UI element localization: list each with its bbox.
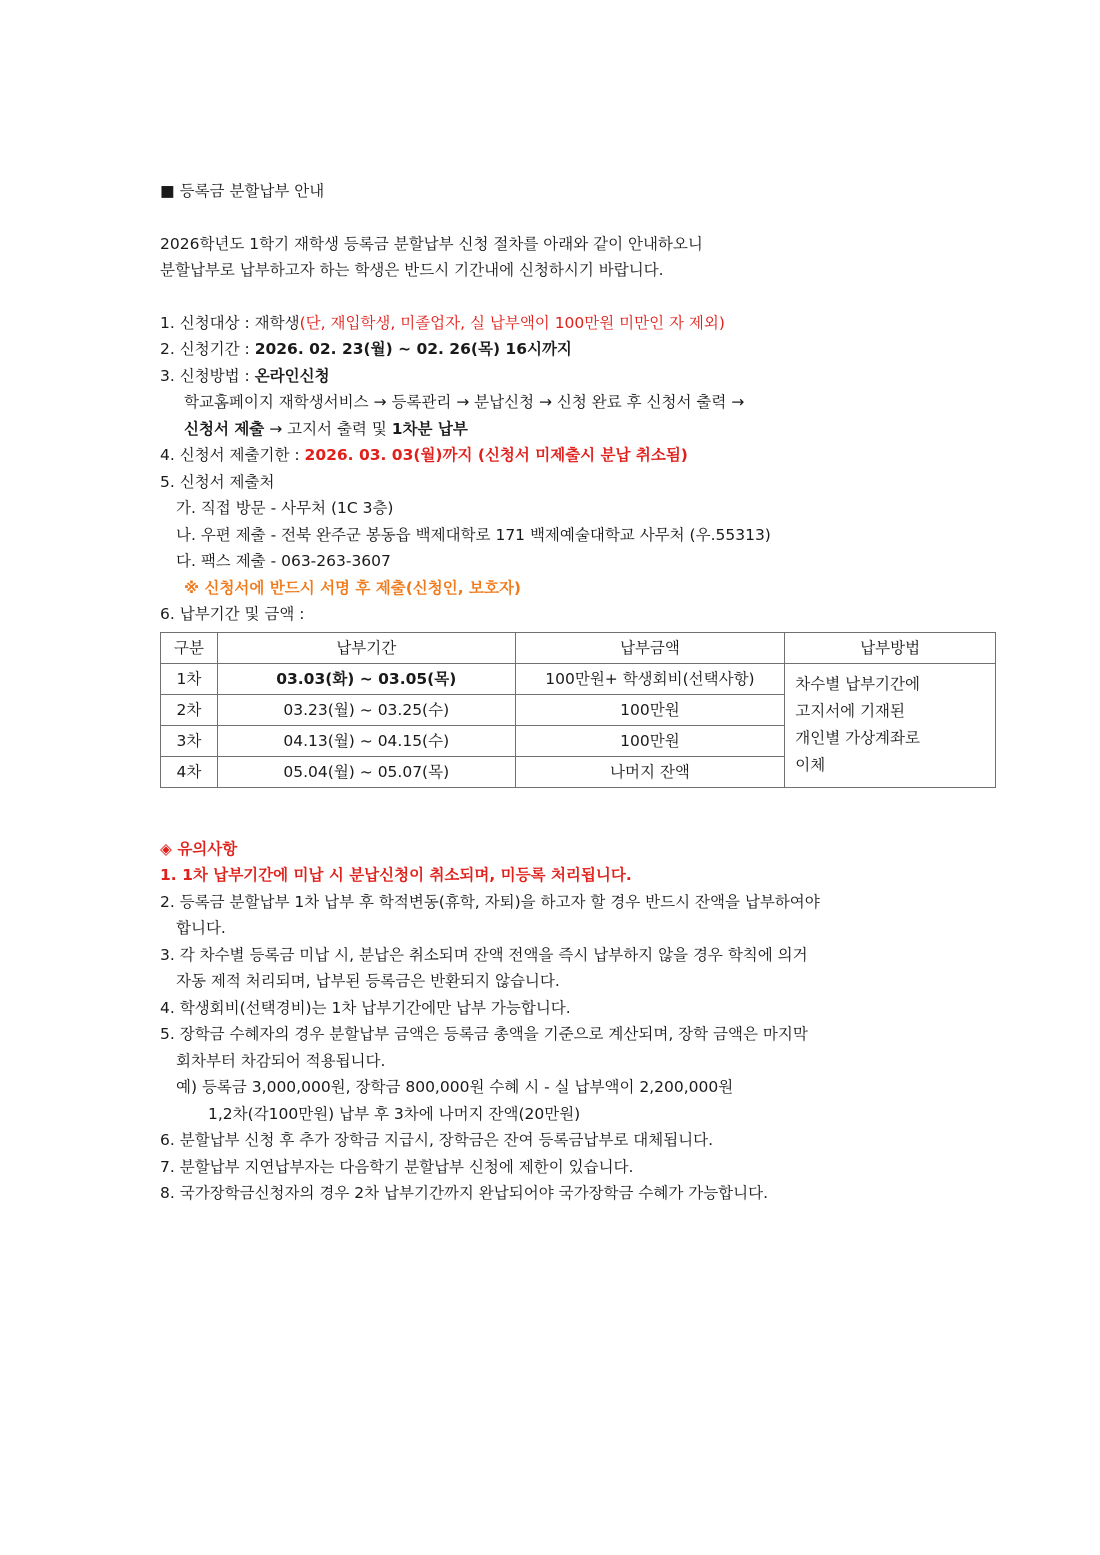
- section-heading: [160, 178, 996, 205]
- item-target-label: 1. 신청대상 : 재학생: [160, 313, 300, 332]
- method-line: 이체: [795, 756, 826, 774]
- submission-visit: 가. 직접 방문 - 사무처 (1C 3층): [176, 499, 394, 517]
- heading-text: 등록금 분할납부 안내: [179, 182, 325, 200]
- note-2: 2. 등록금 분할납부 1차 납부 후 학적변동(휴학, 자퇴)을 하고자 할 경우 반드시 잔액을 납부하여야: [160, 892, 820, 911]
- note-6: 6. 분할납부 신청 후 추가 장학금 지급시, 장학금은 잔여 등록금납부로 대체됩니다.: [160, 1131, 714, 1149]
- submission-mail: 나. 우편 제출 - 전북 완주군 봉동읍 백제대학로 171 백제예술대학교 사무처 (우.55313): [176, 525, 771, 544]
- note-5-example-cont: 1,2차(각100만원) 납부 후 3차에 나머지 잔액(20만원): [208, 1104, 581, 1123]
- method-line: 고지서에 기재된: [795, 702, 905, 720]
- item-method-step-1: 학교홈페이지 재학생서비스 → 등록관리 → 분납신청 → 신청 완료 후 신청서 출력 →: [184, 393, 745, 411]
- item-deadline: [160, 442, 996, 469]
- note-4: 4. 학생회비(선택경비)는 1차 납부기간에만 납부 가능합니다.: [160, 998, 571, 1017]
- item-target: [160, 310, 996, 337]
- cell-no: 1차: [161, 663, 218, 694]
- cell-period: 03.03(화) ~ 03.05(목): [217, 663, 515, 694]
- note-2-cont: 합니다.: [176, 919, 226, 937]
- cell-no: 4차: [161, 756, 218, 787]
- intro-line-2: 분할납부로 납부하고자 하는 학생은 반드시 기간내에 신청하시기 바랍니다.: [160, 261, 664, 279]
- item-method-step-2: [160, 416, 996, 443]
- header-cell-period: 납부기간: [217, 632, 515, 663]
- item-period-value: 2026. 02. 23(월) ~ 02. 26(목) 16시까지: [254, 340, 572, 358]
- item-deadline-value: 2026. 03. 03(월)까지 (신청서 미제출시 분납 취소됨): [304, 446, 688, 464]
- note-5: 5. 장학금 수혜자의 경우 분할납부 금액은 등록금 총액을 기준으로 계산되며, 장학 금액은 마지막: [160, 1025, 808, 1043]
- note-1: 1. 1차 납부기간에 미납 시 분납신청이 취소되며, 미등록 처리됩니다.: [160, 866, 632, 884]
- cell-no: 2차: [161, 694, 218, 725]
- item-submission: 5. 신청서 제출처: [160, 472, 275, 491]
- item-method: [160, 363, 996, 390]
- header-cell-method: 납부방법: [785, 632, 996, 663]
- note-3: 3. 각 차수별 등록금 미납 시, 분납은 취소되며 잔액 전액을 즉시 납부하지 않을 경우 학칙에 의거: [160, 945, 808, 964]
- submission-fax: 다. 팩스 제출 - 063-263-3607: [176, 552, 391, 570]
- table-header-row: [161, 632, 996, 663]
- item-target-note: (단, 재입학생, 미졸업자, 실 납부액이 100만원 미만인 자 제외): [299, 313, 725, 332]
- header-cell-amount: 납부금액: [515, 632, 785, 663]
- note-8: 8. 국가장학금신청자의 경우 2차 납부기간까지 완납되어야 국가장학금 수혜가 가능합니다.: [160, 1184, 769, 1202]
- note-7: 7. 분할납부 지연납부자는 다음학기 분할납부 신청에 제한이 있습니다.: [160, 1157, 634, 1176]
- cell-period: 03.23(월) ~ 03.25(수): [217, 694, 515, 725]
- cell-period: 05.04(월) ~ 05.07(목): [217, 756, 515, 787]
- note-5-cont: 회차부터 차감되어 적용됩니다.: [176, 1051, 386, 1070]
- item-deadline-label: 4. 신청서 제출기한 :: [160, 446, 305, 464]
- intro-line-1: 2026학년도 1학기 재학생 등록금 분할납부 신청 절차를 아래와 같이 안내하오니: [160, 234, 703, 253]
- item-payment-schedule: 6. 납부기간 및 금액 :: [160, 605, 305, 623]
- note-3-cont: 자동 제적 처리되며, 납부된 등록금은 반환되지 않습니다.: [176, 972, 560, 990]
- header-cell-no: 구분: [161, 632, 218, 663]
- submit-form-text: 신청서 제출: [184, 419, 265, 438]
- item-period-label: 2. 신청기간 :: [160, 340, 255, 358]
- payment-table: [160, 632, 996, 788]
- method-line: 개인별 가상계좌로: [795, 729, 920, 747]
- cell-no: 3차: [161, 725, 218, 756]
- notes-heading: ◈ 유의사항: [160, 839, 238, 858]
- document-content: [160, 178, 996, 1207]
- cell-period: 04.13(월) ~ 04.15(수): [217, 725, 515, 756]
- first-payment-text: 1차분 납부: [391, 419, 468, 438]
- table-row: [161, 663, 996, 694]
- method-line: 차수별 납부기간에: [795, 675, 920, 693]
- item-period: [160, 336, 996, 363]
- note-5-example: 예) 등록금 3,000,000원, 장학금 800,000원 수혜 시 - 실 납부액이 2,200,000원: [176, 1078, 734, 1096]
- cell-amount: 나머지 잔액: [515, 756, 785, 787]
- cell-amount: 100만원: [515, 725, 785, 756]
- submission-signature-note: ※ 신청서에 반드시 서명 후 제출(신청인, 보호자): [184, 578, 522, 597]
- item-method-label: 3. 신청방법 :: [160, 366, 255, 385]
- cell-method: [785, 663, 996, 787]
- cell-amount: 100만원+ 학생회비(선택사항): [515, 663, 785, 694]
- cell-amount: 100만원: [515, 694, 785, 725]
- step-connector-text: → 고지서 출력 및: [264, 419, 392, 438]
- item-method-value: 온라인신청: [254, 366, 330, 385]
- square-bullet-icon: ■: [160, 182, 175, 200]
